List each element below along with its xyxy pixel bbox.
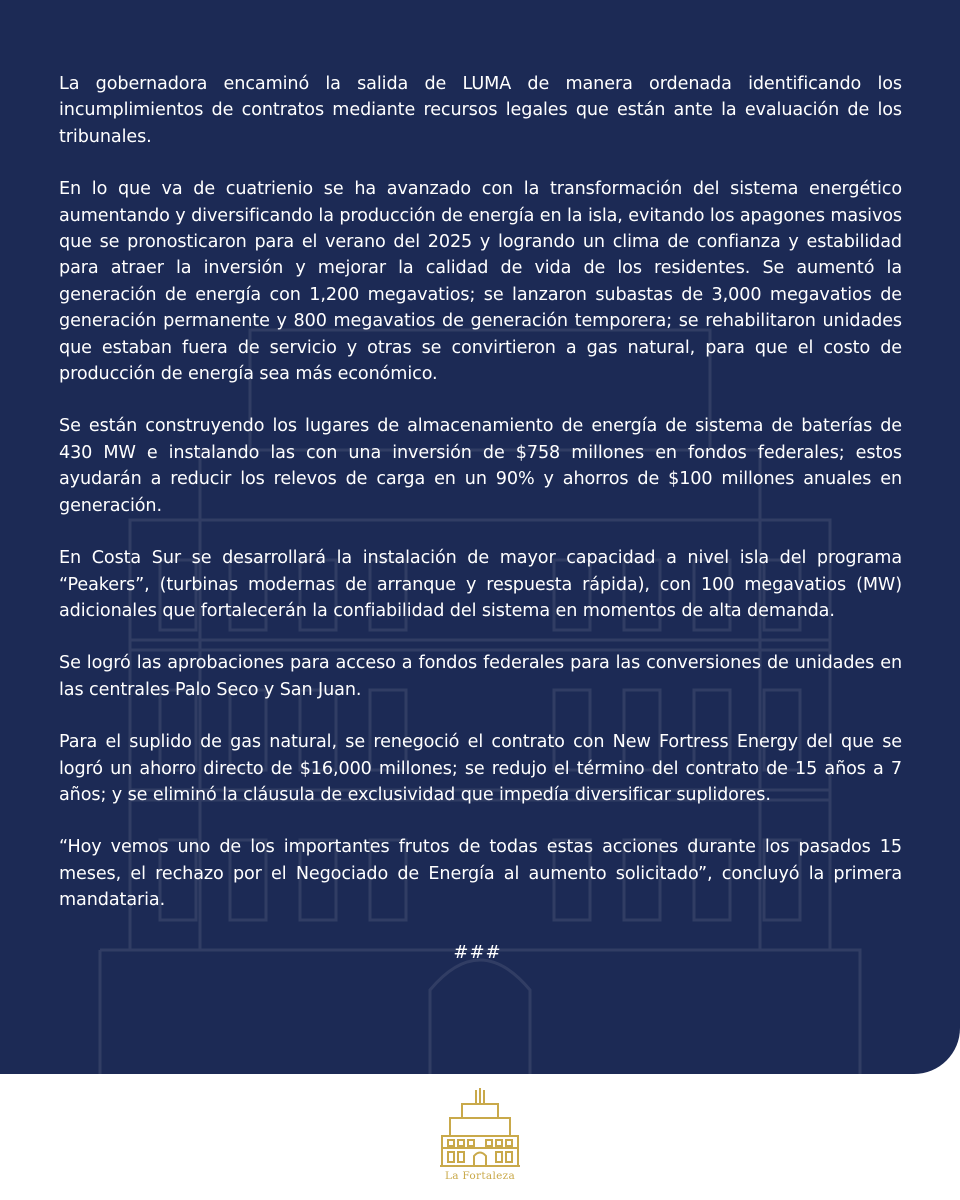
paragraph: Para el suplido de gas natural, se renegoció el contrato con New Fortress Energy del que se logró un ahorro directo de $16,000 millones; se redujo el término del contrato de 15 años a 7 años; y se eliminó la cláusula de exclusividad que impedía diversificar suplidores. [59, 732, 902, 805]
logo-text: La Fortaleza [444, 1170, 516, 1182]
paragraph: En Costa Sur se desarrollará la instalación de mayor capacidad a nivel isla del programa “Peakers”, (turbinas modernas de arranque y respuesta rápida), con 100 megavatios (MW) adicionales que fortalecerán la confiabilidad del sistema en momentos de alta demanda. [59, 548, 902, 621]
paragraph: Se están construyendo los lugares de almacenamiento de energía de sistema de baterías de 430 MW e instalando las con una inversión de $758 millones en fondos federales; estos ayudarán a reducir los relevos de carga en un 90% y ahorros de $100 millones anuales en generación. [59, 416, 902, 516]
paragraph: Se logró las aprobaciones para acceso a fondos federales para las conversiones de unidades en las centrales Palo Seco y San Juan. [59, 653, 902, 700]
paragraph: “Hoy vemos uno de los importantes frutos de todas estas acciones durante los pasados 15 meses, el rechazo por el Negociado de Energía al aumento solicitado”, concluyó la primera mandataria. [59, 837, 902, 911]
paragraph: La gobernadora encaminó la salida de LUMA de manera ordenada identificando los incumplimientos de contratos mediante recursos legales que están ante la evaluación de los tribunales. [59, 74, 902, 147]
paragraph: En lo que va de cuatrienio se ha avanzado con la transformación del sistema energético aumentando y diversificando la producción de energía en la isla, evitando los apagones masivos que se pronosticaron para el verano del 2025 y logrando un clima de confianza y estabilidad para atraer la inversión y mejorar la calidad de vida de los residentes. Se aumentó la generación de energía con 1,200 megavatios; se lanzaron subastas de 3,000 megavatios de generación permanente y 800 megavatios de generación temporera; se rehabilitaron unidades que estaban fuera de servicio y otras se convirtieron a gas natural, para que el costo de producción de energía sea más económico. [59, 179, 902, 385]
end-mark: ### [453, 941, 502, 963]
press-release-body [59, 71, 902, 966]
